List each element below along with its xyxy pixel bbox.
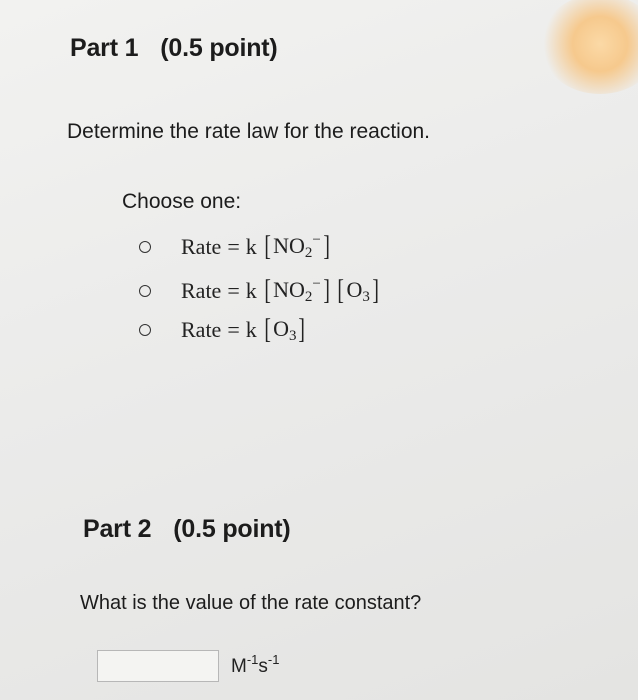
rate-constant-k: k: [245, 278, 257, 303]
bracket-close: ]: [372, 275, 379, 306]
option-rate-o3[interactable]: [139, 314, 308, 346]
radio-button[interactable]: [139, 285, 151, 297]
species-no2: $NO_2^-$: [273, 276, 321, 305]
rate-constant-k: k: [245, 317, 257, 342]
part2-label: Part 2: [83, 515, 152, 543]
unit-m: M: [231, 656, 247, 677]
rate-constant-input[interactable]: [97, 650, 219, 682]
bracket-close: ]: [323, 231, 330, 262]
radio-button[interactable]: [139, 324, 151, 336]
part1-question: Determine the rate law for the reaction.: [67, 120, 431, 143]
light-glare: [540, 0, 638, 94]
rate-word: Rate: [181, 234, 222, 259]
units-label: [231, 652, 279, 678]
bracket-open: [: [264, 275, 271, 306]
equals-sign: =: [227, 234, 240, 259]
rate-law-formula: [181, 276, 381, 306]
rate-word: Rate: [181, 278, 222, 303]
rate-constant-k: k: [245, 234, 257, 259]
rate-law-formula: [181, 316, 308, 345]
unit-m-exponent: -1: [246, 652, 259, 667]
bracket-close: ]: [323, 275, 330, 306]
species-no2: $NO_2^-$: [273, 232, 321, 261]
bracket-open: [: [264, 231, 271, 262]
bracket-open: [: [337, 275, 345, 306]
species-o3: $O_3$: [273, 315, 297, 344]
part1-heading: [70, 34, 278, 63]
unit-s: s: [258, 656, 268, 677]
species-o3: $O_3$: [346, 276, 370, 305]
choose-one-label: Choose one:: [122, 190, 242, 213]
equals-sign: =: [227, 317, 240, 342]
equals-sign: =: [227, 278, 240, 303]
option-rate-no2-o3[interactable]: [139, 275, 381, 307]
rate-word: Rate: [181, 317, 222, 342]
radio-button[interactable]: [139, 241, 151, 253]
part1-label: Part 1: [70, 34, 139, 62]
part2-question: What is the value of the rate constant?: [80, 592, 422, 614]
rate-law-formula: [181, 232, 332, 262]
bracket-close: ]: [298, 314, 306, 345]
part1-points: (0.5 point): [160, 34, 278, 62]
part2-points: (0.5 point): [173, 515, 291, 543]
unit-s-exponent: -1: [267, 652, 280, 667]
part2-heading: [83, 515, 291, 544]
option-rate-no2[interactable]: [139, 231, 332, 263]
bracket-open: [: [264, 314, 271, 345]
